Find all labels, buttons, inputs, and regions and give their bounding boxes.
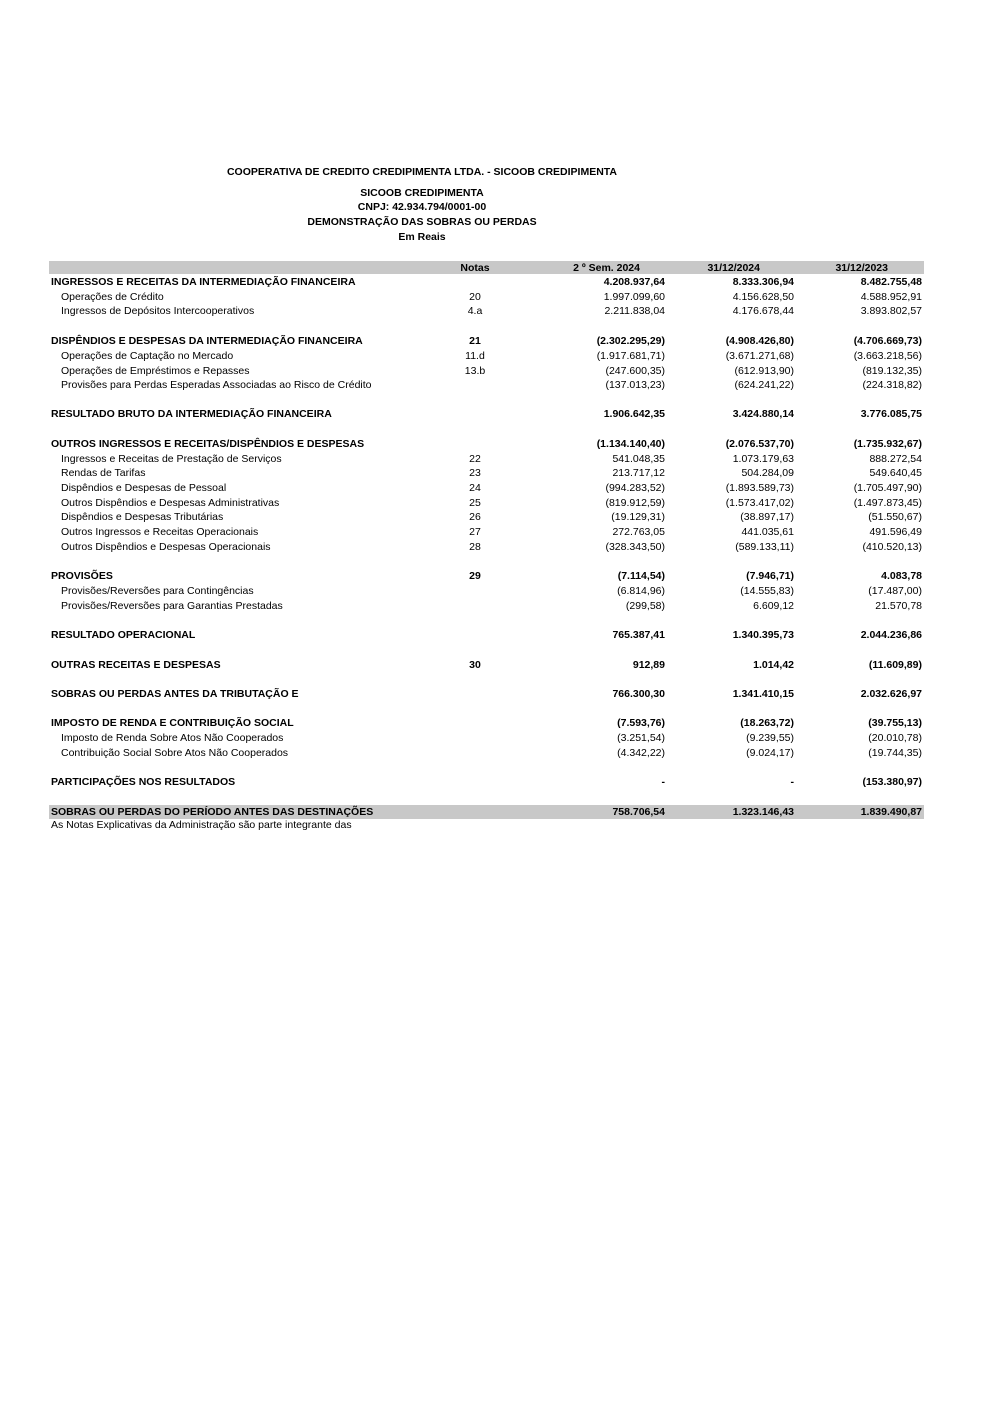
value-31-12-2024: (612.913,90) (734, 365, 794, 377)
value-2sem-2024: (2.302.295,29) (596, 335, 665, 347)
value-31-12-2024: 8.333.306,94 (732, 276, 794, 288)
row-label: Outros Ingressos e Receitas Operacionais (61, 526, 259, 538)
footer-note: As Notas Explicativas da Administração são parte integrante das (51, 819, 352, 831)
value-31-12-2024: (7.946,71) (746, 570, 794, 582)
row-label: Operações de Crédito (61, 291, 164, 303)
row-label: Outros Dispêndios e Despesas Operacionais (61, 541, 271, 553)
row-label: Outros Dispêndios e Despesas Administrativas (61, 497, 280, 509)
header-31-12-2024: 31/12/2024 (707, 262, 760, 274)
value-31-12-2023: 3.776.085,75 (860, 408, 922, 420)
table-row (0, 364, 1000, 378)
value-31-12-2023: (51.550,67) (868, 511, 922, 523)
value-31-12-2023: 888.272,54 (869, 453, 922, 465)
row-label: SOBRAS OU PERDAS DO PERÍODO ANTES DAS DESTINAÇÕES (51, 806, 374, 818)
table-row (0, 540, 1000, 554)
cnpj: CNPJ: 42.934.794/0001-00 (357, 201, 487, 213)
value-31-12-2023: 21.570,78 (875, 600, 922, 612)
table-row (0, 452, 1000, 466)
value-2sem-2024: (247.600,35) (605, 365, 665, 377)
value-31-12-2023: 4.083,78 (881, 570, 922, 582)
row-label: RESULTADO BRUTO DA INTERMEDIAÇÃO FINANCEIRA (51, 408, 332, 420)
row-notas: 30 (469, 659, 481, 671)
entity-name: SICOOB CREDIPIMENTA (360, 187, 484, 199)
value-2sem-2024: - (661, 776, 665, 788)
row-notas: 25 (469, 497, 481, 509)
section-row (0, 687, 1000, 701)
value-31-12-2024: 1.014,42 (753, 659, 794, 671)
value-2sem-2024: 758.706,54 (612, 806, 665, 818)
table-row (0, 481, 1000, 495)
value-2sem-2024: 912,89 (632, 659, 665, 671)
value-31-12-2024: (1.573.417,02) (725, 497, 794, 509)
table-row (0, 304, 1000, 318)
value-2sem-2024: 765.387,41 (612, 629, 665, 641)
row-label: Contribuição Social Sobre Atos Não Cooperados (61, 747, 289, 759)
table-row (0, 599, 1000, 613)
section-row (0, 407, 1000, 421)
table-row (0, 510, 1000, 524)
row-label: OUTRAS RECEITAS E DESPESAS (51, 659, 221, 671)
value-2sem-2024: (6.814,96) (617, 585, 665, 597)
row-notas: 4.a (467, 305, 483, 317)
value-31-12-2023: (3.663.218,56) (853, 350, 922, 362)
value-2sem-2024: (1.134.140,40) (596, 438, 665, 450)
value-31-12-2024: 1.340.395,73 (732, 629, 794, 641)
value-2sem-2024: (1.917.681,71) (596, 350, 665, 362)
value-31-12-2023: (11.609,89) (868, 659, 922, 671)
row-label: Imposto de Renda Sobre Atos Não Cooperados (61, 732, 284, 744)
row-notas: 22 (469, 453, 481, 465)
value-2sem-2024: (4.342,22) (617, 747, 665, 759)
value-31-12-2024: - (790, 776, 794, 788)
value-2sem-2024: 766.300,30 (612, 688, 665, 700)
value-31-12-2024: 4.176.678,44 (732, 305, 794, 317)
header-31-12-2023: 31/12/2023 (835, 262, 888, 274)
row-notas: 29 (469, 570, 481, 582)
row-label: RESULTADO OPERACIONAL (51, 629, 196, 641)
value-31-12-2023: (39.755,13) (868, 717, 922, 729)
value-2sem-2024: 541.048,35 (612, 453, 665, 465)
currency-unit: Em Reais (398, 231, 446, 243)
document-title: DEMONSTRAÇÃO DAS SOBRAS OU PERDAS (307, 216, 537, 228)
value-31-12-2023: 491.596,49 (869, 526, 922, 538)
row-notas: 28 (469, 541, 481, 553)
section-row (0, 437, 1000, 451)
row-label: Operações de Captação no Mercado (61, 350, 234, 362)
value-31-12-2023: (1.705.497,90) (853, 482, 922, 494)
value-2sem-2024: (7.593,76) (617, 717, 665, 729)
value-31-12-2024: (14.555,83) (740, 585, 794, 597)
row-notas: 24 (469, 482, 481, 494)
row-label: Provisões para Perdas Esperadas Associadas ao Risco de Crédito (61, 379, 372, 391)
row-label: DISPÊNDIOS E DESPESAS DA INTERMEDIAÇÃO FINANCEIRA (51, 335, 363, 347)
value-31-12-2023: (224.318,82) (862, 379, 922, 391)
value-2sem-2024: 213.717,12 (612, 467, 665, 479)
row-notas: 13.b (464, 365, 486, 377)
section-row (0, 628, 1000, 642)
row-label: Rendas de Tarifas (61, 467, 146, 479)
table-row (0, 584, 1000, 598)
row-notas: 21 (469, 335, 481, 347)
value-31-12-2024: 504.284,09 (741, 467, 794, 479)
value-2sem-2024: (19.129,31) (611, 511, 665, 523)
value-31-12-2024: 441.035,61 (741, 526, 794, 538)
value-31-12-2024: (624.241,22) (734, 379, 794, 391)
value-31-12-2023: 3.893.802,57 (860, 305, 922, 317)
value-31-12-2023: (819.132,35) (862, 365, 922, 377)
table-row (0, 349, 1000, 363)
row-label: SOBRAS OU PERDAS ANTES DA TRIBUTAÇÃO E (51, 688, 299, 700)
row-notas: 23 (469, 467, 481, 479)
value-31-12-2023: (1.735.932,67) (853, 438, 922, 450)
section-row (0, 658, 1000, 672)
value-31-12-2023: 8.482.755,48 (860, 276, 922, 288)
value-31-12-2024: (38.897,17) (740, 511, 794, 523)
row-label: Dispêndios e Despesas Tributárias (61, 511, 224, 523)
header-2sem-2024: 2 º Sem. 2024 (573, 262, 640, 274)
value-2sem-2024: 1.906.642,35 (603, 408, 665, 420)
value-2sem-2024: 4.208.937,64 (603, 276, 665, 288)
row-label: Provisões/Reversões para Garantias Prestadas (61, 600, 283, 612)
value-31-12-2024: 4.156.628,50 (732, 291, 794, 303)
table-row (0, 746, 1000, 760)
value-31-12-2023: 549.640,45 (869, 467, 922, 479)
value-2sem-2024: (299,58) (625, 600, 665, 612)
row-label: IMPOSTO DE RENDA E CONTRIBUIÇÃO SOCIAL (51, 717, 294, 729)
value-2sem-2024: 272.763,05 (612, 526, 665, 538)
row-notas: 11.d (465, 350, 485, 362)
table-row (0, 466, 1000, 480)
row-label: Dispêndios e Despesas de Pessoal (61, 482, 227, 494)
value-31-12-2024: (2.076.537,70) (725, 438, 794, 450)
value-31-12-2024: (9.024,17) (746, 747, 794, 759)
value-31-12-2024: (1.893.589,73) (725, 482, 794, 494)
value-31-12-2024: (18.263,72) (740, 717, 794, 729)
value-2sem-2024: (819.912,59) (605, 497, 665, 509)
header-notas: Notas (460, 262, 490, 274)
value-31-12-2023: 1.839.490,87 (860, 806, 922, 818)
row-notas: 26 (469, 511, 481, 523)
row-label: PARTICIPAÇÕES NOS RESULTADOS (51, 776, 236, 788)
value-2sem-2024: (137.013,23) (605, 379, 665, 391)
value-31-12-2024: 6.609,12 (753, 600, 794, 612)
total-row (0, 805, 1000, 819)
row-label: Ingressos de Depósitos Intercooperativos (61, 305, 255, 317)
value-31-12-2024: 1.323.146,43 (732, 806, 794, 818)
value-31-12-2024: (589.133,11) (735, 541, 794, 553)
section-row (0, 775, 1000, 789)
value-2sem-2024: (3.251,54) (617, 732, 665, 744)
row-label: Provisões/Reversões para Contingências (61, 585, 254, 597)
value-2sem-2024: (328.343,50) (605, 541, 665, 553)
section-row (0, 334, 1000, 348)
value-2sem-2024: 2.211.838,04 (604, 305, 665, 317)
section-row (0, 716, 1000, 730)
company-name: COOPERATIVA DE CREDITO CREDIPIMENTA LTDA. - SICOOB CREDIPIMENTA (226, 166, 618, 178)
value-31-12-2023: (1.497.873,45) (853, 497, 922, 509)
row-label: Ingressos e Receitas de Prestação de Serviços (61, 453, 282, 465)
value-31-12-2023: (20.010,78) (868, 732, 922, 744)
column-headers (0, 261, 1000, 275)
value-2sem-2024: (994.283,52) (605, 482, 665, 494)
value-31-12-2024: (9.239,55) (746, 732, 794, 744)
value-2sem-2024: 1.997.099,60 (603, 291, 665, 303)
table-row (0, 731, 1000, 745)
row-notas: 27 (469, 526, 481, 538)
table-row (0, 496, 1000, 510)
value-31-12-2023: 4.588.952,91 (860, 291, 922, 303)
value-31-12-2024: 3.424.880,14 (732, 408, 794, 420)
value-31-12-2023: 2.044.236,86 (860, 629, 922, 641)
value-31-12-2023: (19.744,35) (868, 747, 922, 759)
value-31-12-2023: (4.706.669,73) (853, 335, 922, 347)
value-31-12-2024: 1.073.179,63 (732, 453, 794, 465)
value-31-12-2024: (3.671.271,68) (725, 350, 794, 362)
row-notas: 20 (469, 291, 481, 303)
value-31-12-2023: (153.380,97) (862, 776, 922, 788)
value-31-12-2024: (4.908.426,80) (725, 335, 794, 347)
row-label: Operações de Empréstimos e Repasses (61, 365, 250, 377)
value-2sem-2024: (7.114,54) (617, 570, 665, 582)
value-31-12-2023: (17.487,00) (868, 585, 922, 597)
table-row (0, 290, 1000, 304)
row-label: INGRESSOS E RECEITAS DA INTERMEDIAÇÃO FINANCEIRA (51, 276, 356, 288)
value-31-12-2023: (410.520,13) (862, 541, 922, 553)
section-row (0, 569, 1000, 583)
row-label: OUTROS INGRESSOS E RECEITAS/DISPÊNDIOS E DESPESAS (51, 438, 365, 450)
value-31-12-2023: 2.032.626,97 (860, 688, 922, 700)
table-row (0, 378, 1000, 392)
value-31-12-2024: 1.341.410,15 (732, 688, 794, 700)
table-row (0, 525, 1000, 539)
section-row (0, 275, 1000, 289)
row-label: PROVISÕES (51, 570, 113, 582)
